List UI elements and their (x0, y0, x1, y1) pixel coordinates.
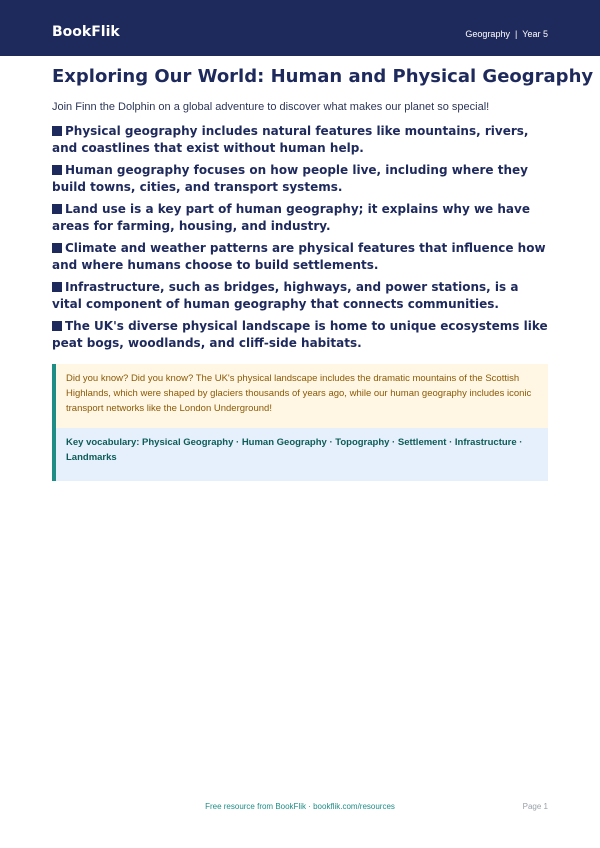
meta-separator: | (514, 29, 518, 39)
list-item (52, 318, 552, 352)
subject-label: Geography (465, 29, 510, 39)
list-item (52, 201, 552, 235)
header-bar (0, 0, 600, 56)
key-points-list (52, 123, 552, 357)
list-item-text: Infrastructure, such as bridges, highways, and power stations, is a vital component of human geography that connects communities. (52, 280, 519, 311)
page-number: Page 1 (522, 802, 548, 811)
fun-fact-box: Did you know? Did you know? The UK's physical landscape includes the dramatic mountains of the Scottish Highlands, which were shaped by glaciers thousands of years ago, while our human geography includes iconic transport networks like the London Underground! (56, 364, 548, 428)
square-bullet-icon (52, 282, 62, 292)
square-bullet-icon (52, 204, 62, 214)
square-bullet-icon (52, 243, 62, 253)
list-item-text: The UK's diverse physical landscape is home to unique ecosystems like peat bogs, woodlands, and cliff-side habitats. (52, 319, 548, 350)
square-bullet-icon (52, 165, 62, 175)
square-bullet-icon (52, 126, 62, 136)
list-item (52, 123, 552, 157)
year-label: Year 5 (522, 29, 548, 39)
vocabulary-box: Key vocabulary: Physical Geography · Human Geography · Topography · Settlement · Infrastructure · Landmarks (56, 428, 548, 481)
list-item (52, 279, 552, 313)
square-bullet-icon (52, 321, 62, 331)
info-callout (52, 364, 548, 481)
page-title: Exploring Our World: Human and Physical Geography (52, 66, 594, 87)
list-item-text: Human geography focuses on how people live, including where they build towns, cities, and transport systems. (52, 163, 528, 194)
list-item (52, 162, 552, 196)
list-item (52, 240, 552, 274)
intro-text: Join Finn the Dolphin on a global adventure to discover what makes our planet so special! (52, 101, 490, 113)
list-item-text: Physical geography includes natural features like mountains, rivers, and coastlines that exist without human help. (52, 124, 529, 155)
subject-year (465, 28, 548, 40)
list-item-text: Land use is a key part of human geography; it explains why we have areas for farming, housing, and industry. (52, 202, 530, 233)
footer-resource-link[interactable]: Free resource from BookFlik · bookflik.com/resources (205, 802, 395, 811)
list-item-text: Climate and weather patterns are physical features that influence how and where humans choose to build settlements. (52, 241, 546, 272)
brand-logo[interactable]: BookFlik (52, 24, 120, 40)
